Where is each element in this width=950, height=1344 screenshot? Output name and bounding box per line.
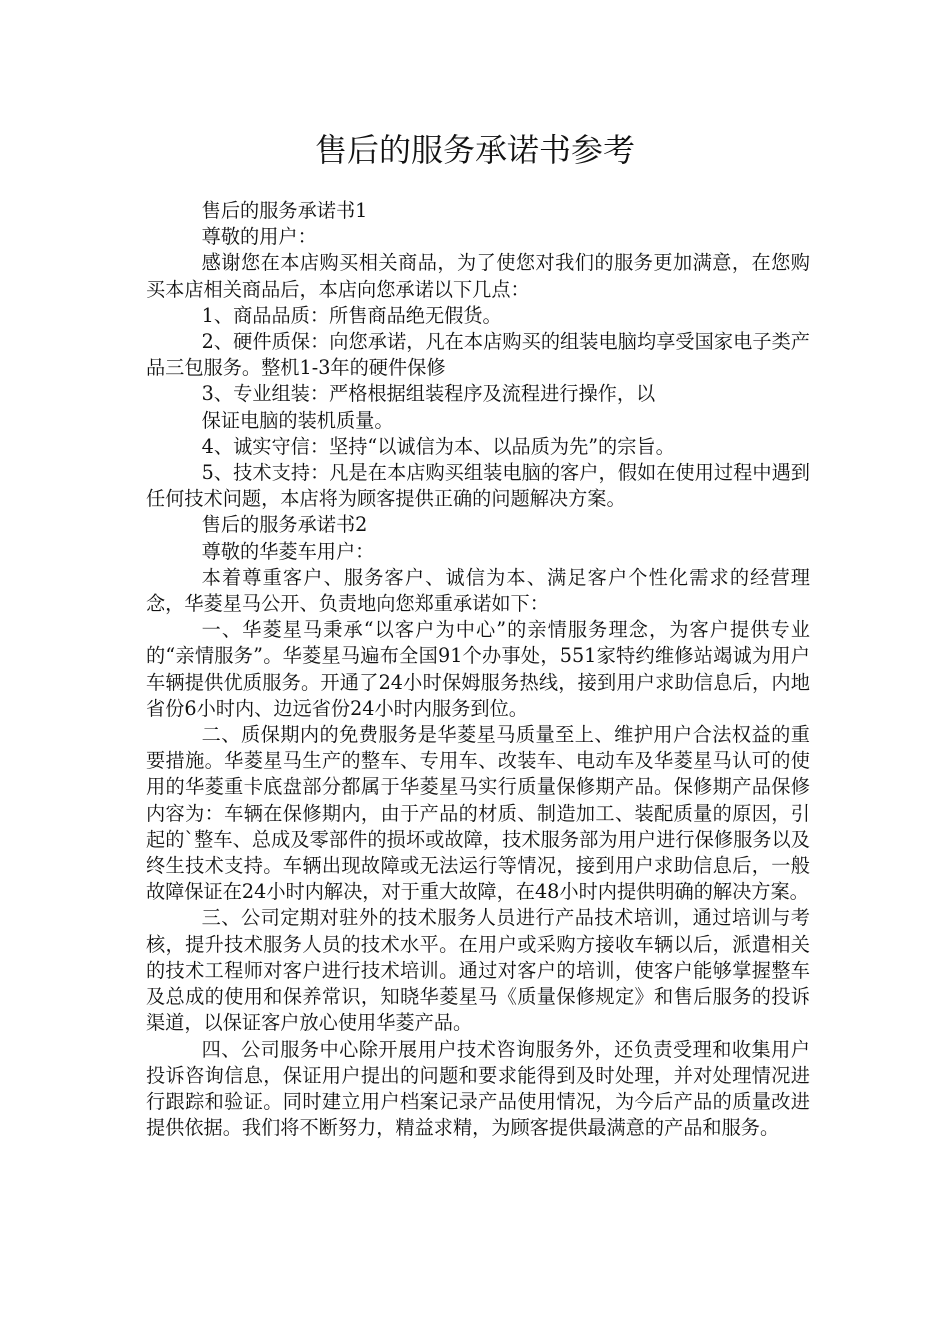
item-3-assembly: 3、专业组装：严格根据组装程序及流程进行操作，以 xyxy=(201,382,656,406)
item-4-integrity: 4、诚实守信：坚持“以诚信为本、以品质为先”的宗旨。 xyxy=(201,434,675,458)
item-5-support: 5、技术支持：凡是在本店购买组装电脑的客户，假如在使用过程中遇到任何技术问题，本店将为顾客提供正确的问题解决方案。 xyxy=(146,461,810,511)
item-1-quality: 1、商品品质：所售商品绝无假货。 xyxy=(201,303,502,327)
section-four: 四、公司服务中心除开展用户技术咨询服务外，还负责受理和收集用户投诉咨询信息，保证用户提出的问题和要求能得到及时处理，并对处理情况进行跟踪和验证。同时建立用户档案记录产品使用情况，为今后产品的质量改进提供依据。我们将不断努力，精益求精，为顾客提供最满意的产品和服务。 xyxy=(146,1037,810,1140)
heading-letter-1: 售后的服务承诺书1 xyxy=(201,199,368,222)
document-title: 售后的服务承诺书参考 xyxy=(314,131,635,169)
salutation-1: 尊敬的用户： xyxy=(201,225,317,249)
document-body xyxy=(146,198,810,1141)
paragraph-intro-1: 感谢您在本店购买相关商品，为了使您对我们的服务更加满意，在您购买本店相关商品后，本店向您承诺以下几点： xyxy=(146,251,810,301)
item-3-assembly-cont: 保证电脑的装机质量。 xyxy=(201,408,394,432)
item-2-warranty: 2、硬件质保：向您承诺，凡在本店购买的组装电脑均享受国家电子类产品三包服务。整机1-3年的硬件保修 xyxy=(146,330,810,380)
section-one: 一、华菱星马秉承“以客户为中心”的亲情服务理念，为客户提供专业的“亲情服务”。华菱星马遍布全国91个办事处，551家特约维修站竭诚为用户车辆提供优质服务。开通了24小时保姆服务热线，接到用户求助信息后，内地省份6小时内、边远省份24小时内服务到位。 xyxy=(146,618,810,720)
paragraph-intro-2: 本着尊重客户、服务客户、诚信为本、满足客户个性化需求的经营理念，华菱星马公开、负责地向您郑重承诺如下： xyxy=(146,565,810,616)
salutation-2: 尊敬的华菱车用户： xyxy=(201,539,375,563)
section-three: 三、公司定期对驻外的技术服务人员进行产品技术培训，通过培训与考核，提升技术服务人员的技术水平。在用户或采购方接收车辆以后，派遣相关的技术工程师对客户进行技术培训。通过对客户的培训，使客户能够掌握整车及总成的使用和保养常识，知晓华菱星马《质量保修规定》和售后服务的投诉渠道，以保证客户放心使用华菱产品。 xyxy=(146,906,810,1035)
section-two: 二、质保期内的免费服务是华菱星马质量至上、维护用户合法权益的重要措施。华菱星马生产的整车、专用车、改装车、电动车及华菱星马认可的使用的华菱重卡底盘部分都属于华菱星马实行质量保修期产品。保修期产品保修内容为：车辆在保修期内，由于产品的材质、制造加工、装配质量的原因，引起的`整车、总成及零部件的损坏或故障，技术服务部为用户进行保修服务以及终生技术支持。车辆出现故障或无法运行等情况，接到用户求助信息后，一般故障保证在24小时内解决，对于重大故障，在48小时内提供明确的解决方案。 xyxy=(146,723,810,904)
heading-letter-2: 售后的服务承诺书2 xyxy=(201,513,368,537)
